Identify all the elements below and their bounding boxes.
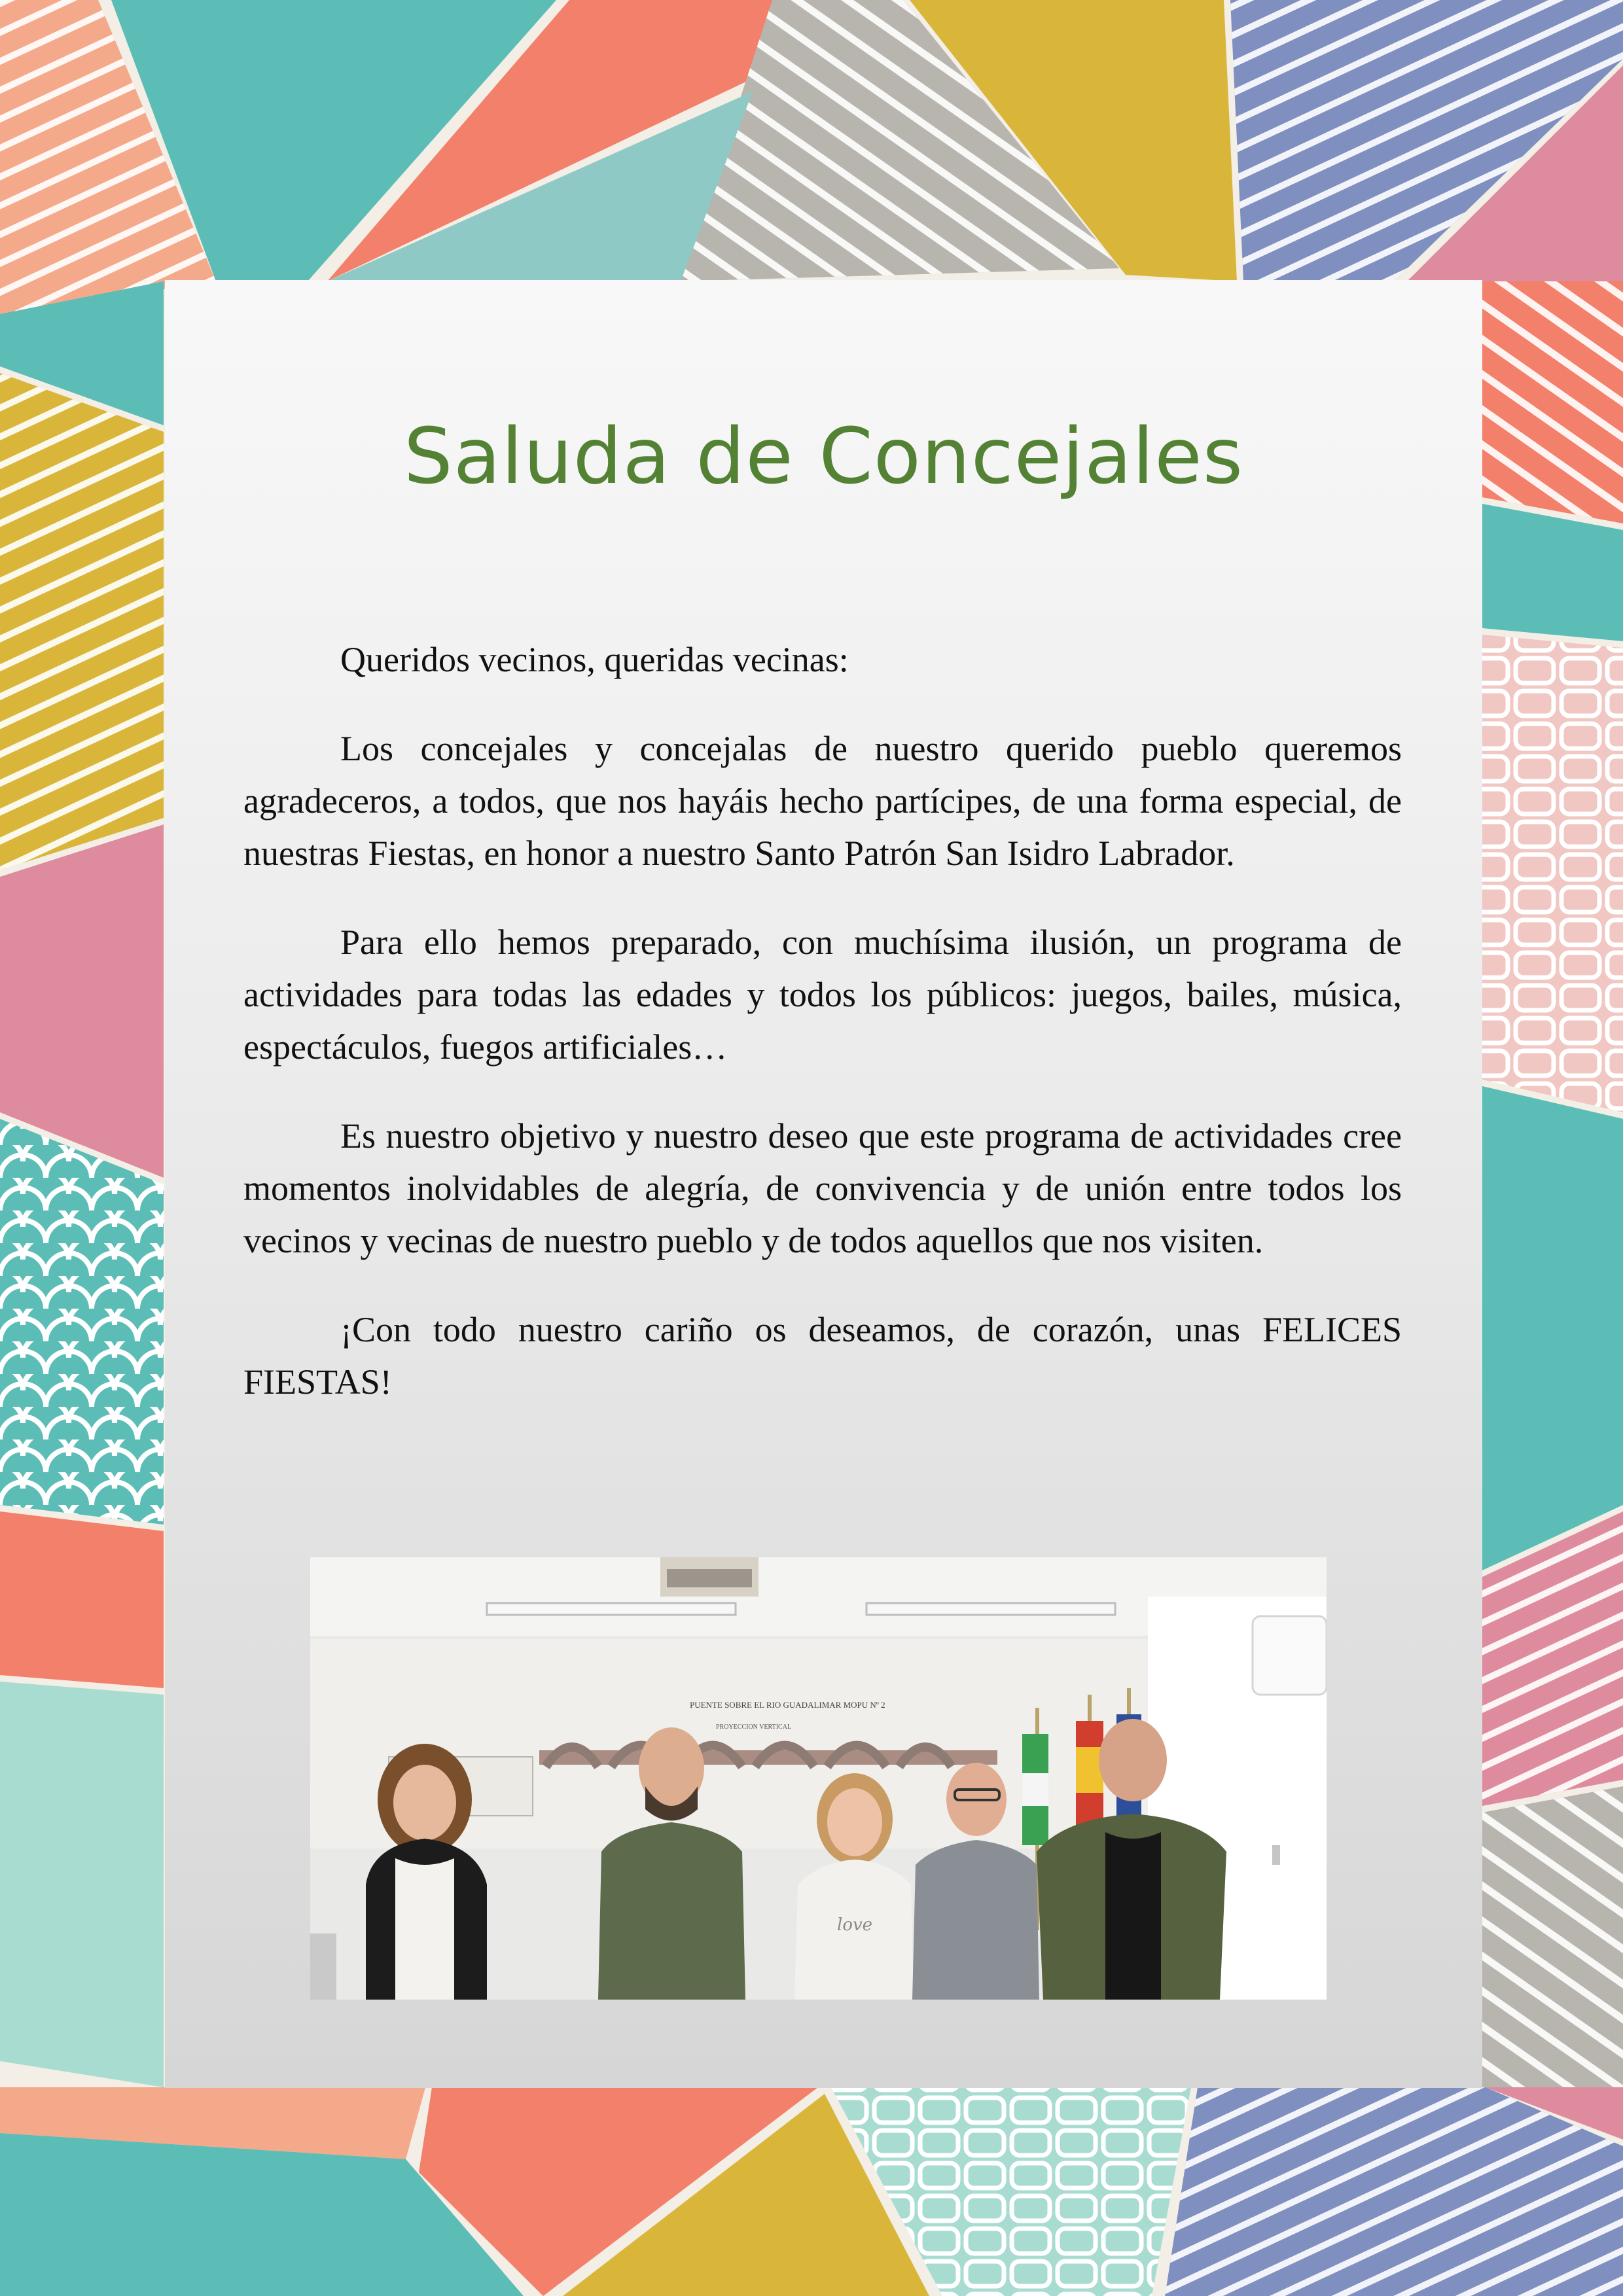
poster-subtitle: PROYECCION VERTICAL bbox=[716, 1723, 792, 1731]
letter-body bbox=[243, 633, 1402, 1445]
closing-paragraph: ¡Con todo nuestro cariño os deseamos, de corazón, unas FELICES FIESTAS! bbox=[243, 1310, 1402, 1402]
paragraph: Para ello hemos preparado, con muchísima ilusión, un programa de actividades para todas las edades y todos los públicos: juegos, bailes, música, espectáculos, fuegos artificiales… bbox=[243, 923, 1402, 1067]
paragraph: Los concejales y concejalas de nuestro querido pueblo queremos agradeceros, a todos, que nos hayáis hecho partícipes, de una forma especial, de nuestras Fiestas, en honor a nuestro Santo Patrón San Isidro Labrador. bbox=[243, 729, 1402, 873]
group-photo bbox=[310, 1557, 1327, 2000]
paragraph: Es nuestro objetivo y nuestro deseo que este programa de actividades cree momentos inolvidables de alegría, de convivencia y de unión entre todos los vecinos y vecinas de nuestro pueblo y de todos aquellos que nos visiten. bbox=[243, 1116, 1402, 1260]
page-title: Saluda de Concejales bbox=[403, 411, 1244, 501]
greeting-paragraph: Queridos vecinos, queridas vecinas: bbox=[340, 640, 849, 679]
content-panel bbox=[165, 280, 1482, 2088]
shirt-text: love bbox=[837, 1915, 873, 1935]
poster-title: PUENTE SOBRE EL RIO GUADALIMAR MOPU Nº 2 bbox=[690, 1700, 885, 1710]
